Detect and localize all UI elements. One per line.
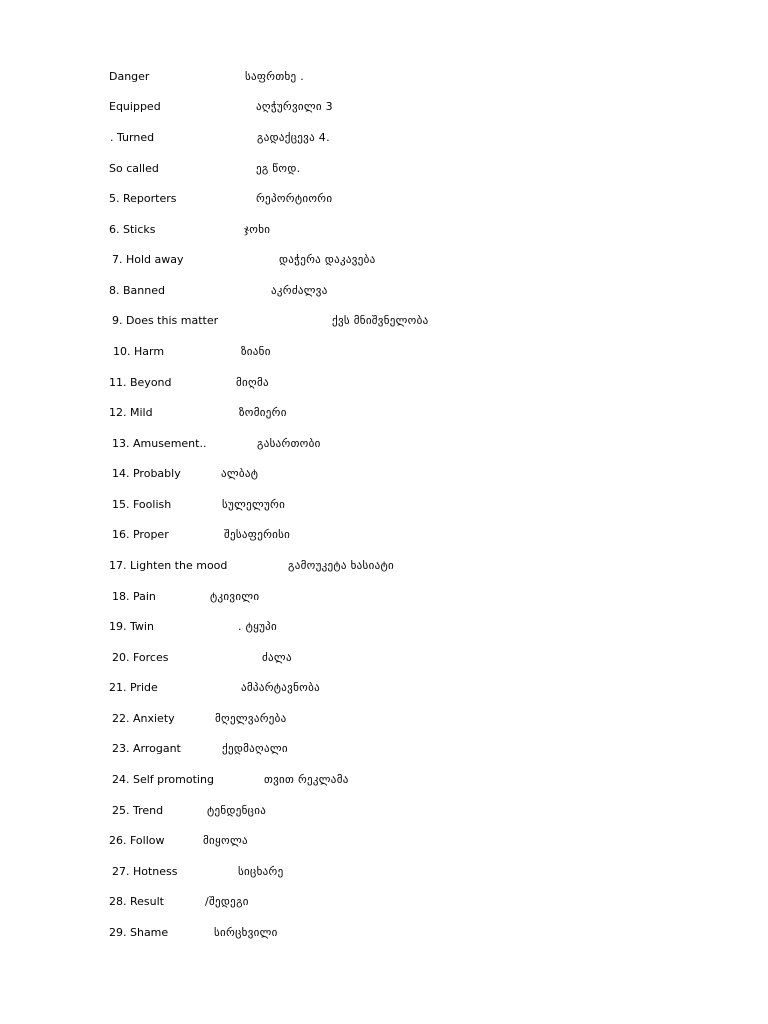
- english-term: 21. Pride: [109, 681, 158, 694]
- english-term: 16. Proper: [112, 528, 169, 541]
- vocab-row: [0, 925, 768, 941]
- english-term: So called: [109, 162, 159, 175]
- georgian-translation: ძალა: [262, 651, 292, 664]
- georgian-translation: გამოუკეტა ხასიატი: [288, 559, 394, 572]
- english-term: Danger: [109, 70, 150, 83]
- georgian-translation: . ტყუპი: [238, 620, 278, 633]
- english-term: 13. Amusement..: [112, 437, 207, 450]
- english-term: 9. Does this matter: [112, 314, 219, 327]
- georgian-translation: მიღმა: [236, 376, 269, 389]
- georgian-translation: ქვს მნიშვნელობა: [332, 314, 429, 327]
- vocab-row: [0, 130, 768, 146]
- vocab-row: [0, 436, 768, 452]
- vocab-row: [0, 864, 768, 880]
- english-term: 8. Banned: [109, 284, 165, 297]
- georgian-translation: გასართობი: [257, 437, 321, 450]
- vocab-row: [0, 222, 768, 238]
- english-term: 10. Harm: [113, 345, 165, 358]
- english-term: 14. Probably: [112, 467, 181, 480]
- vocab-row: [0, 344, 768, 360]
- vocab-row: [0, 375, 768, 391]
- english-term: 22. Anxiety: [112, 712, 175, 725]
- vocab-row: [0, 741, 768, 757]
- georgian-translation: /შედეგი: [205, 895, 249, 908]
- vocab-row: [0, 252, 768, 268]
- georgian-translation: დაჭერა დაკავება: [279, 253, 376, 266]
- georgian-translation: ამპარტავნობა: [241, 681, 320, 694]
- vocab-row: [0, 527, 768, 543]
- georgian-translation: ზიანი: [241, 345, 271, 358]
- georgian-translation: ტენდენცია: [207, 804, 267, 817]
- georgian-translation: ჯოხი: [244, 223, 271, 236]
- english-term: . Turned: [110, 131, 155, 144]
- vocab-row: [0, 99, 768, 115]
- vocab-row: [0, 283, 768, 299]
- english-term: 7. Hold away: [112, 253, 184, 266]
- english-term: 17. Lighten the mood: [109, 559, 228, 572]
- english-term: 23. Arrogant: [112, 742, 181, 755]
- georgian-translation: თვით რეკლამა: [264, 773, 349, 786]
- vocab-row: [0, 650, 768, 666]
- vocab-row: [0, 711, 768, 727]
- english-term: 12. Mild: [109, 406, 153, 419]
- vocab-row: [0, 497, 768, 513]
- english-term: 24. Self promoting: [112, 773, 214, 786]
- english-term: 18. Pain: [112, 590, 156, 603]
- vocab-row: [0, 772, 768, 788]
- georgian-translation: აკრძალვა: [271, 284, 328, 297]
- vocab-row: [0, 589, 768, 605]
- vocab-row: [0, 833, 768, 849]
- georgian-translation: სირცხვილი: [214, 926, 278, 939]
- english-term: 19. Twin: [109, 620, 154, 633]
- english-term: 28. Result: [109, 895, 164, 908]
- english-term: 6. Sticks: [109, 223, 156, 236]
- georgian-translation: საფრთხე .: [245, 70, 304, 83]
- english-term: 25. Trend: [112, 804, 164, 817]
- georgian-translation: ალბატ: [221, 467, 259, 480]
- vocab-row: [0, 161, 768, 177]
- georgian-translation: ეგ წოდ.: [256, 162, 301, 175]
- english-term: 27. Hotness: [112, 865, 178, 878]
- georgian-translation: შესაფერისი: [224, 528, 291, 541]
- vocab-row: [0, 803, 768, 819]
- georgian-translation: ზომიერი: [239, 406, 287, 419]
- vocab-row: [0, 558, 768, 574]
- vocab-row: [0, 191, 768, 207]
- georgian-translation: სიცხარე: [238, 865, 284, 878]
- georgian-translation: ტკივილი: [210, 590, 260, 603]
- vocab-row: [0, 894, 768, 910]
- georgian-translation: აღჭურვილი 3: [256, 100, 333, 113]
- english-term: 15. Foolish: [112, 498, 172, 511]
- vocab-row: [0, 619, 768, 635]
- vocab-row: [0, 405, 768, 421]
- vocab-row: [0, 313, 768, 329]
- vocab-row: [0, 69, 768, 85]
- english-term: Equipped: [109, 100, 161, 113]
- english-term: 26. Follow: [109, 834, 165, 847]
- georgian-translation: სულელური: [222, 498, 286, 511]
- english-term: 11. Beyond: [109, 376, 172, 389]
- english-term: 5. Reporters: [109, 192, 177, 205]
- georgian-translation: გადაქცევა 4.: [257, 131, 330, 144]
- georgian-translation: რეპორტიორი: [256, 192, 333, 205]
- vocab-row: [0, 680, 768, 696]
- english-term: 29. Shame: [109, 926, 169, 939]
- georgian-translation: მღელვარება: [215, 712, 287, 725]
- georgian-translation: მიყოლა: [203, 834, 248, 847]
- english-term: 20. Forces: [112, 651, 169, 664]
- georgian-translation: ქედმაღალი: [222, 742, 288, 755]
- vocab-row: [0, 466, 768, 482]
